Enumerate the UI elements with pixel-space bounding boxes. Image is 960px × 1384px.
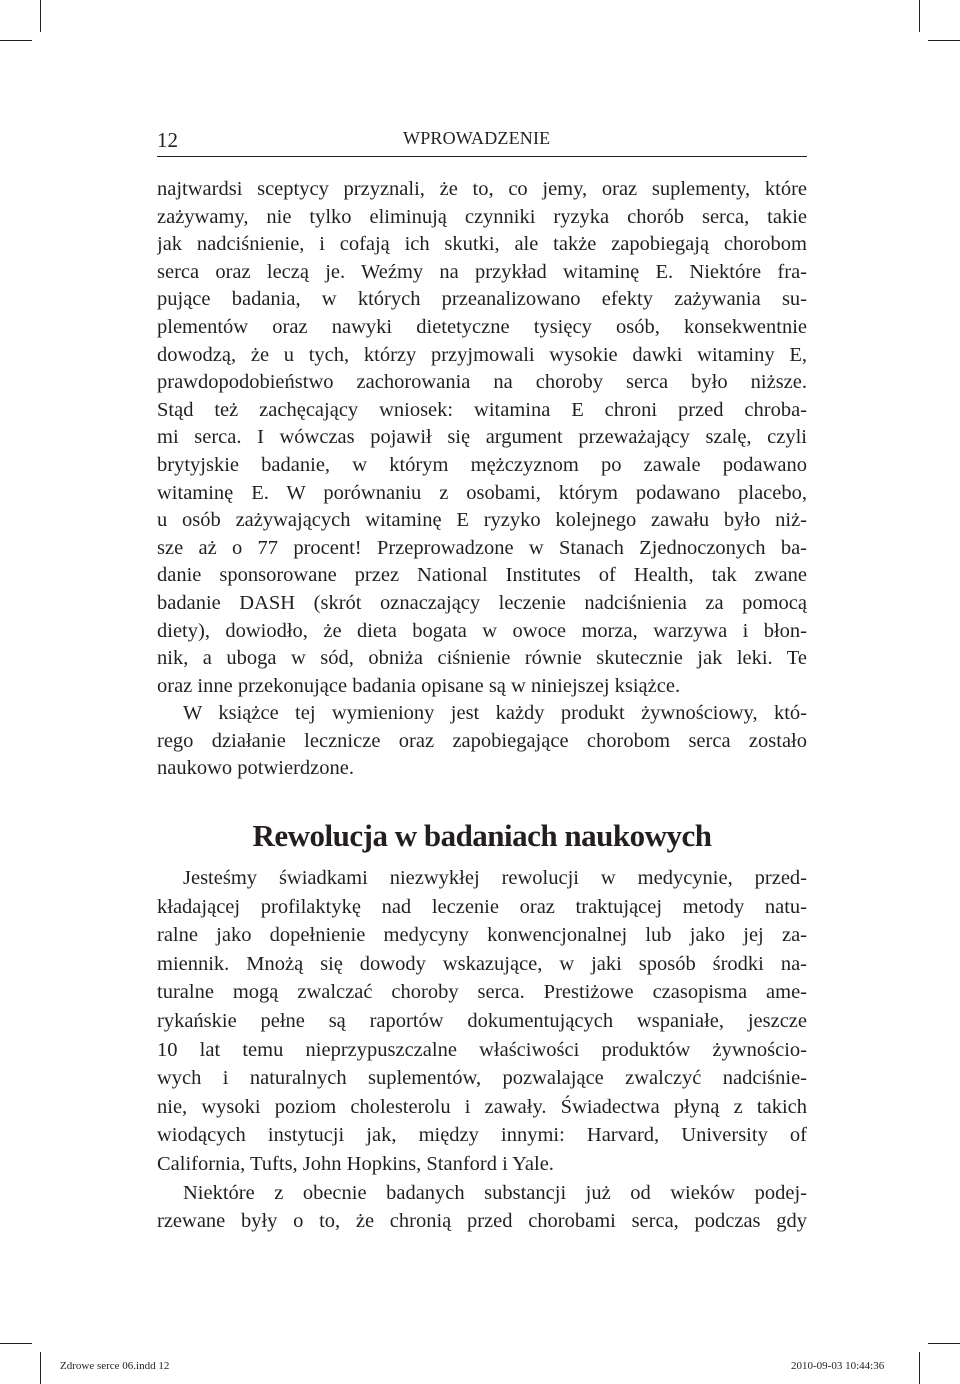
text-line: 10 lat temu nieprzypuszczalne właściwości produktów żywnościo- <box>157 1038 807 1061</box>
crop-mark <box>40 0 41 32</box>
text-line: badanie DASH (skrót oznaczający leczenie nadciśnienia za pomocą <box>157 591 807 614</box>
text-line: zażywamy, nie tylko eliminują czynniki ryzyka chorób serca, takie <box>157 205 807 228</box>
intro-text <box>157 176 807 783</box>
text-line: rzewane były o to, że chronią przed chorobami serca, podczas gdy <box>157 1210 807 1233</box>
crop-mark <box>919 1352 920 1384</box>
text-line: Jesteśmy świadkami niezwykłej rewolucji w medycynie, przed- <box>183 867 807 889</box>
text-line: jak nadciśnienie, i cofają ich skutki, ale także zapobiegają chorobom <box>157 233 807 256</box>
text-line: pujące badania, w których przeanalizowano efekty zażywania su- <box>157 288 807 311</box>
text-line: dowodzą, że u tych, którzy przyjmowali wysokie dawki witaminy E, <box>157 343 807 366</box>
text-line: brytyjskie badanie, w którym mężczyznom po zawale podawano <box>157 453 807 476</box>
crop-mark <box>0 40 32 41</box>
text-line: Stąd też zachęcający wniosek: witamina E chroni przed chroba- <box>157 398 807 421</box>
text-line: nik, a uboga w sód, obniża ciśnienie równie skutecznie jak leki. Te <box>157 647 807 670</box>
text-line: najtwardsi sceptycy przyznali, że to, co jemy, oraz suplementy, które <box>157 178 807 200</box>
text-line: Niektóre z obecnie badanych substancji już od wieków podej- <box>183 1181 807 1204</box>
text-line: diety), dowiodło, że dieta bogata w owoce morza, warzywa i błon- <box>157 619 807 642</box>
section-text <box>157 864 807 1236</box>
print-slug-filename: Zdrowe serce 06.indd 12 <box>60 1360 170 1372</box>
text-line: mi serca. I wówczas pojawił się argument przeważający szalę, czyli <box>157 426 807 449</box>
text-line: W książce tej wymieniony jest każdy produkt żywnościowy, któ- <box>183 702 807 725</box>
text-line: wiodących instytucji jak, między innymi: Harvard, University of <box>157 1124 807 1147</box>
crop-mark <box>0 1343 32 1344</box>
text-line: California, Tufts, John Hopkins, Stanford i Yale. <box>157 1152 554 1175</box>
page-number: 12 <box>157 128 178 152</box>
print-slug-timestamp: 2010-09-03 10:44:36 <box>791 1360 885 1372</box>
text-line: serca oraz leczą je. Weźmy na przykład witaminę E. Niektóre fra- <box>157 260 807 283</box>
section-heading: Rewolucja w badaniach naukowych <box>252 818 712 853</box>
text-line: miennik. Mnożą się dowody wskazujące, w jaki sposób środki na- <box>157 952 807 975</box>
text-line: nie, wysoki poziom cholesterolu i zawały. Świadectwa płyną z takich <box>157 1095 807 1118</box>
text-line: witaminę E. W porównaniu z osobami, którym podawano placebo, <box>157 481 807 504</box>
text-line: kładającej profilaktykę nad leczenie oraz traktującej metody natu- <box>157 895 807 918</box>
text-line: prawdopodobieństwo zachorowania na choroby serca było niższe. <box>157 371 807 394</box>
page-header <box>157 124 807 157</box>
text-line: ralne jako dopełnienie medycyny konwencjonalnej lub jako jej za- <box>157 924 807 947</box>
crop-mark <box>919 0 920 32</box>
text-line: turalne mogą zwalczać choroby serca. Prestiżowe czasopisma ame- <box>157 981 807 1004</box>
crop-mark <box>928 40 960 41</box>
text-line: wych i naturalnych suplementów, pozwalające zwalczyć nadciśnie- <box>157 1067 807 1090</box>
text-line: rego działanie lecznicze oraz zapobiegające chorobom serca zostało <box>157 729 807 752</box>
text-line: sze aż o 77 procent! Przeprowadzone w Stanach Zjednoczonych ba- <box>157 536 807 559</box>
text-line: plementów oraz nawyki dietetyczne tysięcy osób, konsekwentnie <box>157 315 807 338</box>
text-line: rykańskie pełne są raportów dokumentujących wspaniałe, jeszcze <box>157 1009 807 1032</box>
crop-mark <box>40 1352 41 1384</box>
running-head: WPROWADZENIE <box>403 128 551 148</box>
text-line: oraz inne przekonujące badania opisane są w niniejszej książce. <box>157 674 681 697</box>
text-line: danie sponsorowane przez National Institutes of Health, tak zwane <box>157 564 807 587</box>
crop-mark <box>928 1343 960 1344</box>
text-line: u osób zażywających witaminę E ryzyko kolejnego zawału było niż- <box>157 509 807 532</box>
text-line: naukowo potwierdzone. <box>157 757 354 780</box>
